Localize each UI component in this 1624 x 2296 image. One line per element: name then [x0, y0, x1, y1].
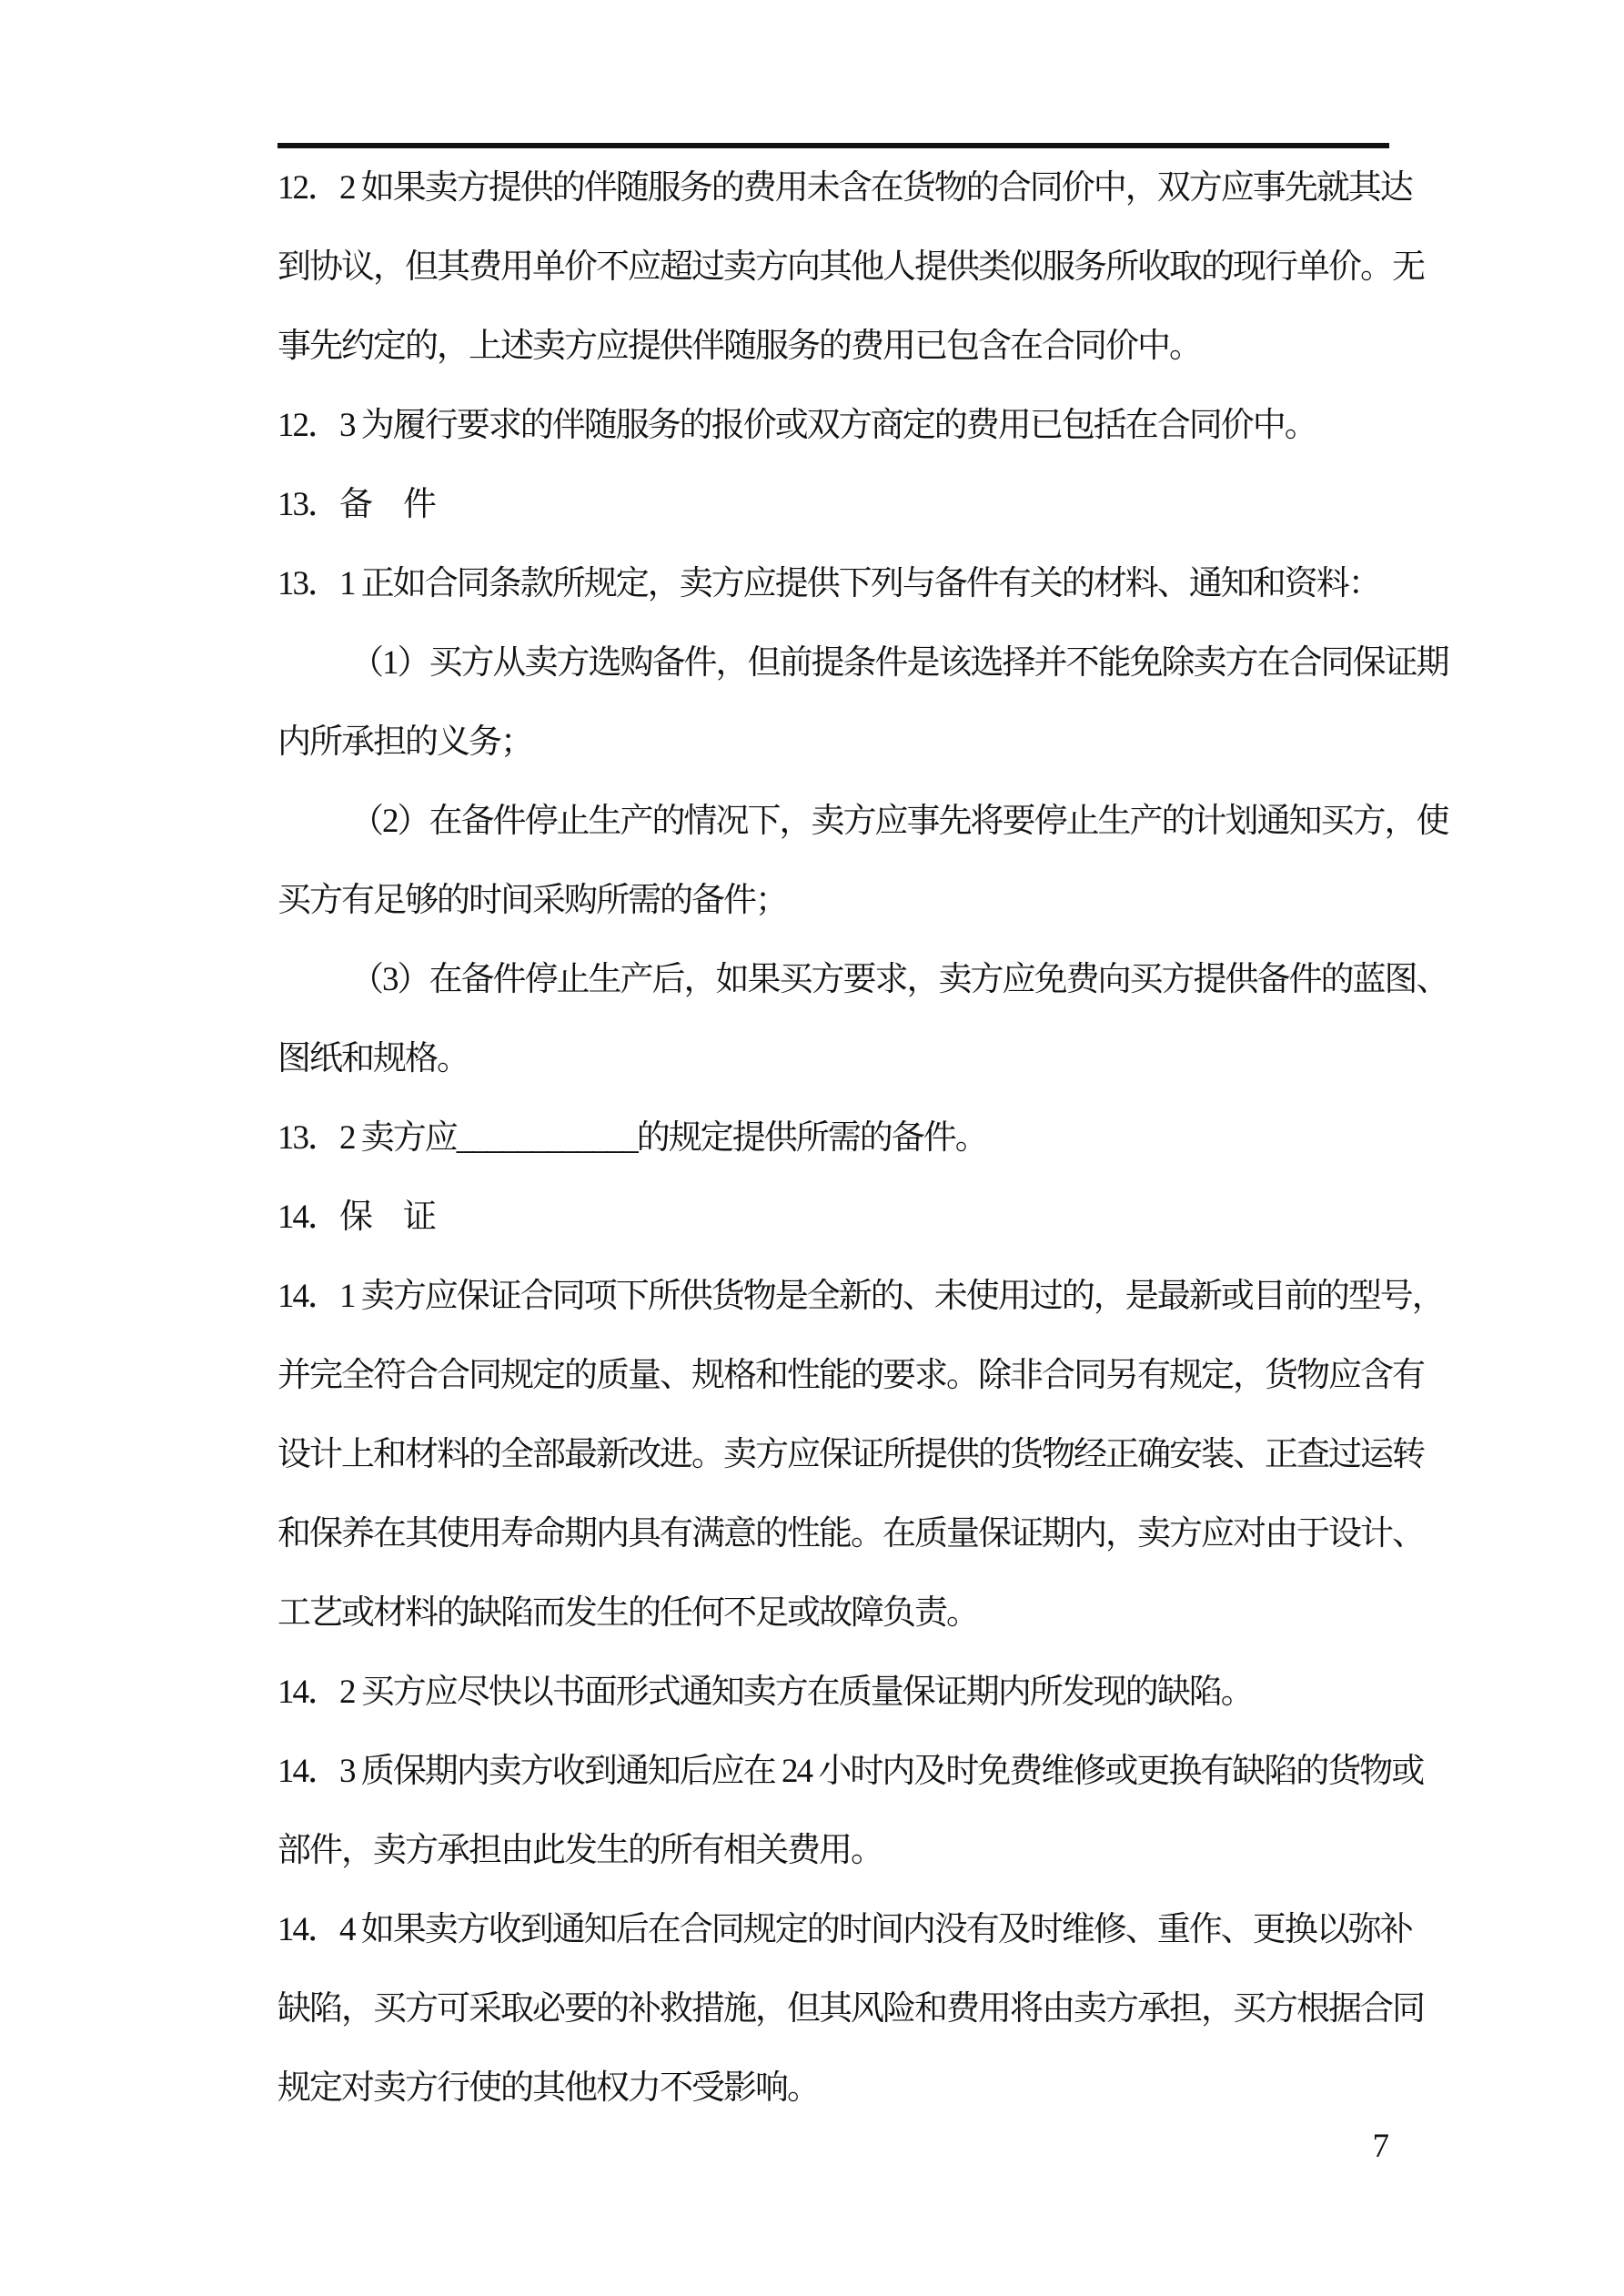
- text-line: （1）买方从卖方选购备件，但前提条件是该选择并不能免除卖方在合同保证期: [350, 644, 1448, 682]
- text-line: 设计上和材料的全部最新改进。卖方应保证所提供的货物经正确安装、正查过运转: [277, 1436, 1424, 1473]
- text-line: 13．1 正如合同条款所规定，卖方应提供下列与备件有关的材料、通知和资料：: [277, 565, 1380, 602]
- text-line: 缺陷，买方可采取必要的补救措施，但其风险和费用将由卖方承担，买方根据合同: [277, 1990, 1424, 2028]
- text-line: 到协议，但其费用单价不应超过卖方向其他人提供类似服务所收取的现行单价。无: [277, 248, 1424, 286]
- text-line: 13．备 件: [277, 486, 435, 523]
- text-line: 12．2 如果卖方提供的伴随服务的费用未含在货物的合同价中，双方应事先就其达: [277, 169, 1412, 207]
- text-line: 14．1 卖方应保证合同项下所供货物是全新的、未使用过的，是最新或目前的型号，: [277, 1278, 1444, 1315]
- text-line: 并完全符合合同规定的质量、规格和性能的要求。除非合同另有规定，货物应含有: [277, 1357, 1424, 1394]
- text-line: 事先约定的，上述卖方应提供伴随服务的费用已包含在合同价中。: [277, 328, 1201, 365]
- text-line: 买方有足够的时间采购所需的备件；: [277, 882, 787, 919]
- document-body: [277, 148, 1448, 2128]
- text-line: 14．4 如果卖方收到通知后在合同规定的时间内没有及时维修、重作、更换以弥补: [277, 1911, 1412, 1948]
- text-line: 工艺或材料的缺陷而发生的任何不足或故障负责。: [277, 1594, 978, 1632]
- text-line: （2）在备件停止生产的情况下，卖方应事先将要停止生产的计划通知买方，使: [350, 803, 1448, 840]
- text-line: 13．2 卖方应____________的规定提供所需的备件。: [277, 1119, 987, 1157]
- text-line: （3）在备件停止生产后，如果买方要求，卖方应免费向买方提供备件的蓝图、: [350, 961, 1448, 998]
- text-line: 14．3 质保期内卖方收到通知后应在 24 小时内及时免费维修或更换有缺陷的货物或: [277, 1753, 1424, 1790]
- page-number: 7: [1372, 2128, 1389, 2165]
- text-line: 和保养在其使用寿命期内具有满意的性能。在质量保证期内，卖方应对由于设计、: [277, 1515, 1424, 1553]
- text-line: 规定对卖方行使的其他权力不受影响。: [277, 2069, 819, 2107]
- text-line: 14．保 证: [277, 1199, 435, 1236]
- text-line: 图纸和规格。: [277, 1040, 469, 1077]
- text-line: 14．2 买方应尽快以书面形式通知卖方在质量保证期内所发现的缺陷。: [277, 1674, 1253, 1711]
- text-line: 12．3 为履行要求的伴随服务的报价或双方商定的费用已包括在合同价中。: [277, 407, 1316, 444]
- text-line: 部件，卖方承担由此发生的所有相关费用。: [277, 1832, 883, 1869]
- text-line: 内所承担的义务；: [277, 723, 532, 761]
